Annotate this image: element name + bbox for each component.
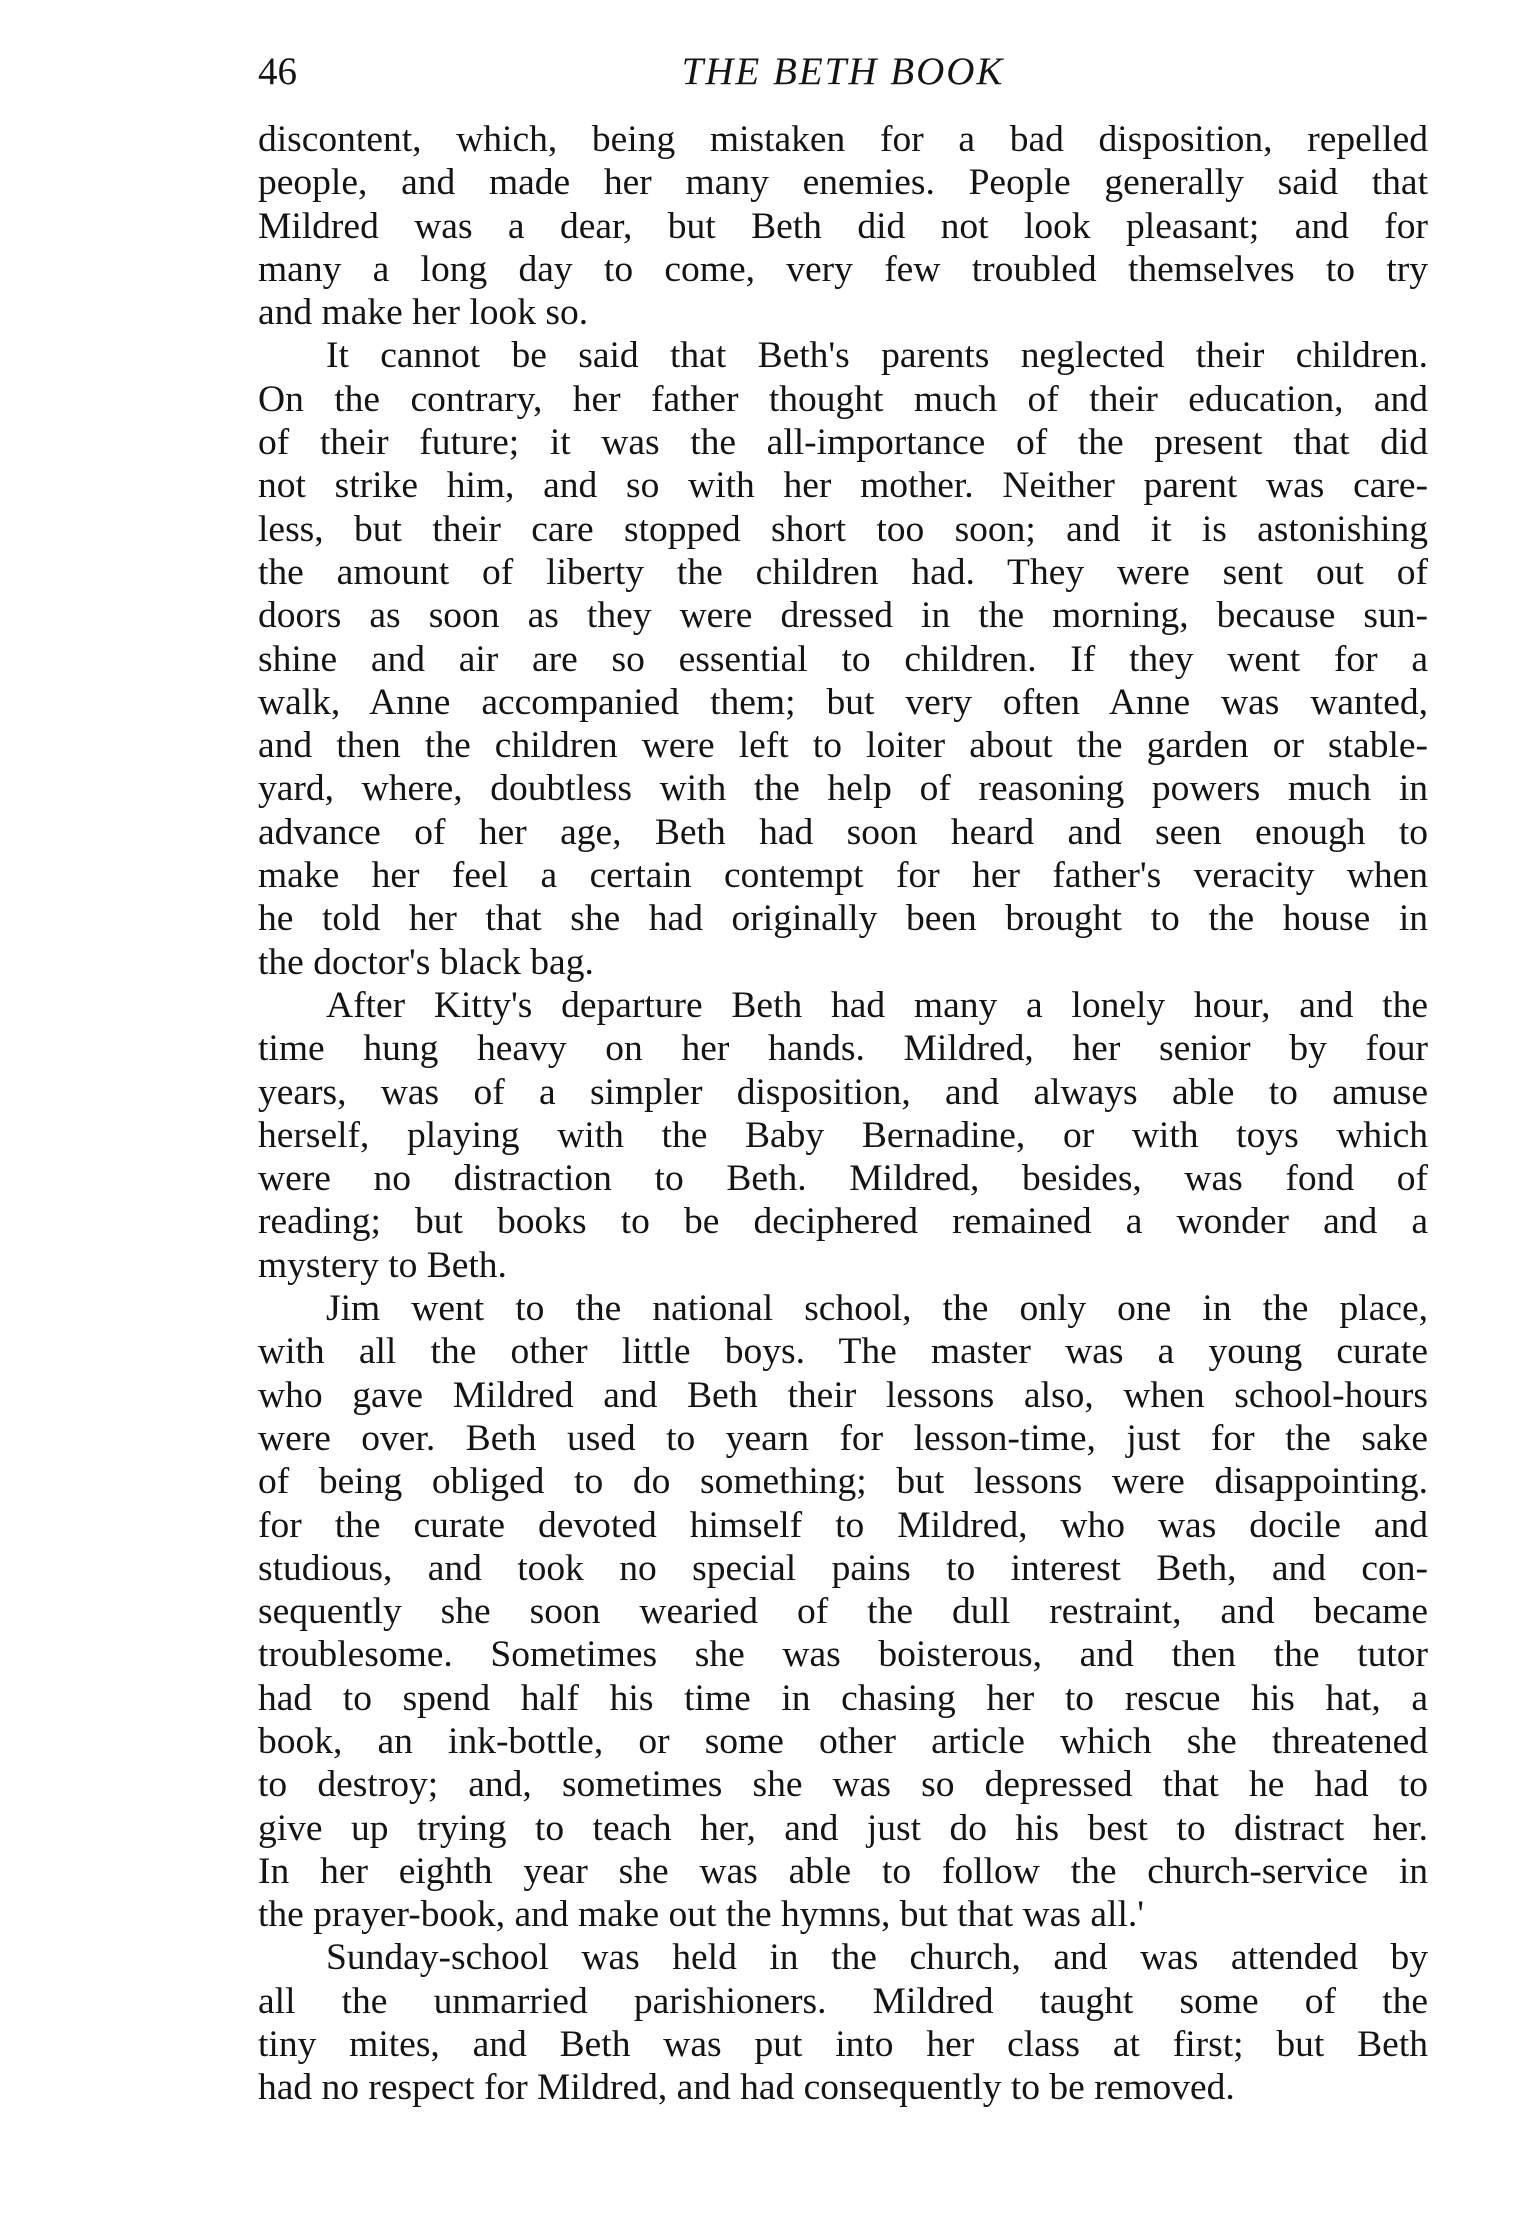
- text-line: studious, and took no special pains to interest Beth, and con-: [258, 1547, 1428, 1589]
- text-line: years, was of a simpler disposition, and always able to amuse: [258, 1071, 1428, 1113]
- text-line: In her eighth year she was able to follow the church-service in: [258, 1850, 1428, 1892]
- text-line: he told her that she had originally been brought to the house in: [258, 898, 1428, 940]
- text-line: discontent, which, being mistaken for a bad disposition, repelled: [258, 119, 1428, 160]
- text-line: not strike him, and so with her mother. Neither parent was care-: [258, 465, 1428, 507]
- text-line: doors as soon as they were dressed in the morning, because sun-: [258, 595, 1428, 637]
- text-line: herself, playing with the Baby Bernadine, or with toys which: [258, 1114, 1428, 1156]
- paragraph: [258, 984, 1428, 1287]
- text-line: make her feel a certain contempt for her father's veracity when: [258, 855, 1428, 897]
- text-line: all the unmarried parishioners. Mildred taught some of the: [258, 1980, 1428, 2022]
- text-line: the prayer-book, and make out the hymns, but that was all.': [258, 1894, 1144, 1936]
- text-line: had to spend half his time in chasing her to rescue his hat, a: [258, 1677, 1428, 1719]
- text-line: people, and made her many enemies. People generally said that: [258, 162, 1428, 204]
- text-line: sequently she soon wearied of the dull restraint, and became: [258, 1591, 1428, 1633]
- text-line: had no respect for Mildred, and had consequently to be removed.: [258, 2067, 1235, 2109]
- text-line: who gave Mildred and Beth their lessons also, when school-hours: [258, 1374, 1428, 1416]
- text-line: Jim went to the national school, the only one in the place,: [326, 1288, 1428, 1330]
- text-line: advance of her age, Beth had soon heard and seen enough to: [258, 811, 1428, 853]
- text-line: of being obliged to do something; but lessons were disappointing.: [258, 1461, 1428, 1503]
- text-line: of their future; it was the all-importance of the present that did: [258, 422, 1428, 464]
- page-number: 46: [258, 50, 297, 93]
- paragraph: [258, 118, 1428, 334]
- text-line: It cannot be said that Beth's parents neglected their children.: [326, 335, 1428, 377]
- paragraph: [258, 1287, 1428, 1936]
- text-line: were no distraction to Beth. Mildred, besides, was fond of: [258, 1158, 1428, 1200]
- text-line: After Kitty's departure Beth had many a lonely hour, and the: [326, 984, 1428, 1026]
- text-line: book, an ink-bottle, or some other article which she threatened: [258, 1720, 1428, 1762]
- text-line: yard, where, doubtless with the help of reasoning powers much in: [258, 768, 1428, 810]
- text-body: [258, 118, 1428, 2110]
- text-line: Mildred was a dear, but Beth did not look pleasant; and for: [258, 205, 1428, 247]
- paragraph: [258, 334, 1428, 983]
- text-line: reading; but books to be deciphered remained a wonder and a: [258, 1201, 1428, 1243]
- text-line: and make her look so.: [258, 292, 589, 334]
- running-title: THE BETH BOOK: [681, 50, 1005, 93]
- text-line: the amount of liberty the children had. They were sent out of: [258, 551, 1428, 593]
- text-line: for the curate devoted himself to Mildred, who was docile and: [258, 1504, 1428, 1546]
- text-line: walk, Anne accompanied them; but very often Anne was wanted,: [258, 681, 1428, 723]
- text-line: mystery to Beth.: [258, 1244, 507, 1286]
- text-line: give up trying to teach her, and just do his best to distract her.: [258, 1807, 1428, 1849]
- text-line: tiny mites, and Beth was put into her class at first; but Beth: [258, 2024, 1428, 2066]
- text-line: troublesome. Sometimes she was boisterous, and then the tutor: [258, 1634, 1428, 1676]
- text-line: the doctor's black bag.: [258, 941, 594, 983]
- text-line: and then the children were left to loiter about the garden or stable-: [258, 725, 1428, 767]
- paragraph: [258, 1936, 1428, 2109]
- text-line: shine and air are so essential to children. If they went for a: [258, 638, 1428, 680]
- text-line: were over. Beth used to yearn for lesson-time, just for the sake: [258, 1417, 1428, 1459]
- text-line: with all the other little boys. The master was a young curate: [258, 1331, 1428, 1373]
- text-line: time hung heavy on her hands. Mildred, her senior by four: [258, 1028, 1428, 1070]
- text-line: less, but their care stopped short too soon; and it is astonishing: [258, 508, 1428, 550]
- text-line: many a long day to come, very few troubled themselves to try: [258, 248, 1428, 290]
- page-header: [258, 44, 1428, 100]
- text-line: to destroy; and, sometimes she was so depressed that he had to: [258, 1764, 1428, 1806]
- text-line: Sunday-school was held in the church, and was attended by: [326, 1937, 1428, 1979]
- text-line: On the contrary, her father thought much of their education, and: [258, 378, 1428, 420]
